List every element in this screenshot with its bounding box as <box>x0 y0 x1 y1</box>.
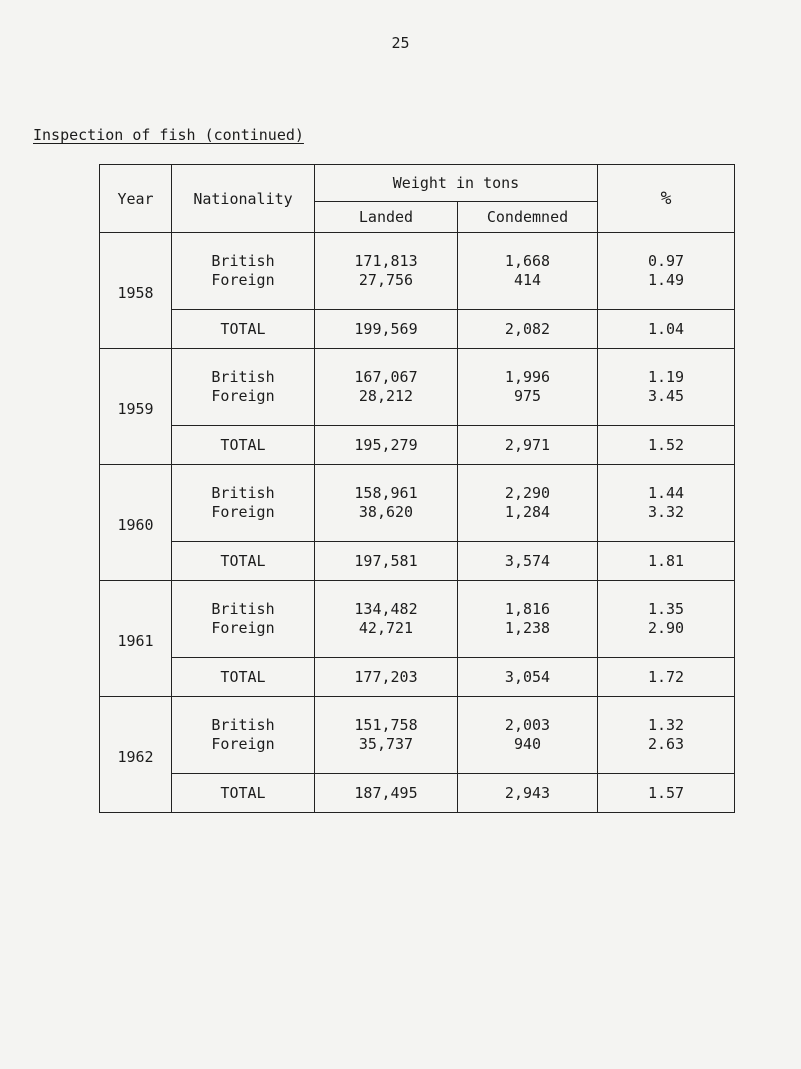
nationality-cell <box>172 581 315 658</box>
total-percent-cell: 1.72 <box>598 658 735 697</box>
year-cell: 1958 <box>100 233 172 349</box>
landed-value: 134,482 <box>354 600 418 618</box>
percent-cell <box>598 697 735 774</box>
percent-value: 1.49 <box>647 271 685 289</box>
year-cell: 1962 <box>100 697 172 813</box>
condemned-cell <box>458 581 598 658</box>
landed-value: 151,758 <box>354 716 418 734</box>
header-weight: Weight in tons <box>315 165 598 202</box>
condemned-cell <box>458 465 598 542</box>
condemned-value: 414 <box>513 271 542 289</box>
landed-value: 158,961 <box>354 484 418 502</box>
nationality-value: British <box>211 600 275 618</box>
total-condemned-cell: 2,971 <box>458 426 598 465</box>
total-condemned-cell: 2,082 <box>458 310 598 349</box>
landed-value: 38,620 <box>358 503 414 521</box>
table-row <box>100 349 735 426</box>
nationality-value: British <box>211 252 275 270</box>
total-percent-cell: 1.57 <box>598 774 735 813</box>
condemned-value: 1,996 <box>504 368 551 386</box>
percent-cell <box>598 349 735 426</box>
landed-value: 171,813 <box>354 252 418 270</box>
percent-value: 0.97 <box>647 252 685 270</box>
condemned-cell <box>458 349 598 426</box>
total-condemned-cell: 3,054 <box>458 658 598 697</box>
nationality-value: Foreign <box>211 387 275 405</box>
percent-value: 3.32 <box>647 503 685 521</box>
nationality-value: British <box>211 484 275 502</box>
total-landed-cell: 177,203 <box>315 658 458 697</box>
total-row <box>100 542 735 581</box>
percent-cell <box>598 465 735 542</box>
table-body <box>100 233 735 813</box>
total-row <box>100 310 735 349</box>
total-label-cell: TOTAL <box>172 310 315 349</box>
year-cell: 1960 <box>100 465 172 581</box>
table-row <box>100 465 735 542</box>
landed-cell <box>315 349 458 426</box>
percent-cell <box>598 581 735 658</box>
total-row <box>100 658 735 697</box>
condemned-value: 2,003 <box>504 716 551 734</box>
nationality-value: Foreign <box>211 619 275 637</box>
page-number: 25 <box>391 34 410 52</box>
header-percent: % <box>598 165 735 233</box>
condemned-cell <box>458 233 598 310</box>
total-percent-cell: 1.81 <box>598 542 735 581</box>
header-landed: Landed <box>315 202 458 233</box>
condemned-value: 1,284 <box>504 503 551 521</box>
condemned-cell <box>458 697 598 774</box>
percent-value: 1.44 <box>647 484 685 502</box>
nationality-value: Foreign <box>211 735 275 753</box>
total-landed-cell: 187,495 <box>315 774 458 813</box>
total-landed-cell: 197,581 <box>315 542 458 581</box>
percent-value: 1.19 <box>647 368 685 386</box>
nationality-cell <box>172 233 315 310</box>
percent-value: 3.45 <box>647 387 685 405</box>
landed-value: 42,721 <box>358 619 414 637</box>
total-label-cell: TOTAL <box>172 658 315 697</box>
header-nationality: Nationality <box>172 165 315 233</box>
nationality-cell <box>172 465 315 542</box>
total-percent-cell: 1.52 <box>598 426 735 465</box>
condemned-value: 975 <box>513 387 542 405</box>
total-row <box>100 426 735 465</box>
landed-value: 167,067 <box>354 368 418 386</box>
table-row <box>100 697 735 774</box>
condemned-value: 1,816 <box>504 600 551 618</box>
table-row <box>100 233 735 310</box>
nationality-cell <box>172 349 315 426</box>
section-title: Inspection of fish (continued) <box>33 126 304 144</box>
nationality-cell <box>172 697 315 774</box>
percent-cell <box>598 233 735 310</box>
percent-value: 2.90 <box>647 619 685 637</box>
nationality-value: Foreign <box>211 503 275 521</box>
total-condemned-cell: 3,574 <box>458 542 598 581</box>
table-row <box>100 581 735 658</box>
percent-value: 1.32 <box>647 716 685 734</box>
condemned-value: 940 <box>513 735 542 753</box>
header-condemned: Condemned <box>458 202 598 233</box>
total-landed-cell: 195,279 <box>315 426 458 465</box>
landed-cell <box>315 697 458 774</box>
condemned-value: 1,238 <box>504 619 551 637</box>
condemned-value: 2,290 <box>504 484 551 502</box>
total-landed-cell: 199,569 <box>315 310 458 349</box>
landed-cell <box>315 465 458 542</box>
year-cell: 1961 <box>100 581 172 697</box>
total-label-cell: TOTAL <box>172 426 315 465</box>
landed-value: 35,737 <box>358 735 414 753</box>
landed-cell <box>315 581 458 658</box>
year-cell: 1959 <box>100 349 172 465</box>
landed-value: 27,756 <box>358 271 414 289</box>
percent-value: 1.35 <box>647 600 685 618</box>
total-percent-cell: 1.04 <box>598 310 735 349</box>
nationality-value: British <box>211 368 275 386</box>
total-condemned-cell: 2,943 <box>458 774 598 813</box>
fish-inspection-table <box>99 164 735 813</box>
condemned-value: 1,668 <box>504 252 551 270</box>
nationality-value: Foreign <box>211 271 275 289</box>
percent-value: 2.63 <box>647 735 685 753</box>
landed-cell <box>315 233 458 310</box>
total-row <box>100 774 735 813</box>
total-label-cell: TOTAL <box>172 542 315 581</box>
nationality-value: British <box>211 716 275 734</box>
landed-value: 28,212 <box>358 387 414 405</box>
total-label-cell: TOTAL <box>172 774 315 813</box>
header-year: Year <box>100 165 172 233</box>
